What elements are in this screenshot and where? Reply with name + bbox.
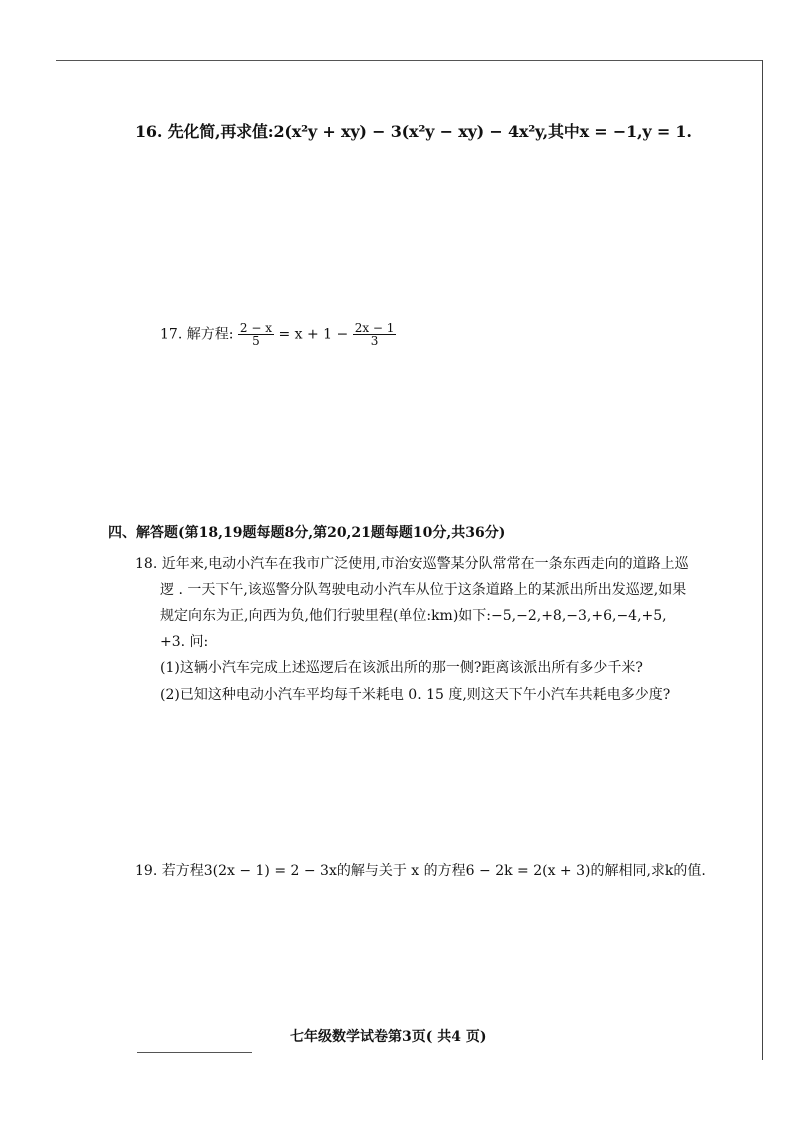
question-18-part-2: (2)已知这种电动小汽车平均每千米耗电 0. 15 度,则这天下午小汽车共耗电多少度? [160, 687, 671, 703]
question-18-line-4: +3. 问: [160, 634, 209, 650]
right-border-line [762, 60, 763, 1060]
question-18-part-1: (1)这辆小汽车完成上述巡逻后在该派出所的那一侧?距离该派出所有多少千米? [160, 660, 643, 676]
question-18-line-1: 18. 近年来,电动小汽车在我市广泛使用,市治安巡警某分队常常在一条东西走向的道路上巡 [135, 556, 689, 572]
fraction-rhs-denominator: 3 [370, 334, 379, 348]
fraction-lhs-numerator: 2 − x [239, 321, 272, 335]
section-4-heading: 四、解答题(第18,19题每题8分,第20,21题每题10分,共36分) [108, 525, 506, 541]
equation-middle: = x + 1 − [278, 326, 353, 343]
question-18-line-2: 逻 . 一天下午,该巡警分队驾驶电动小汽车从位于这条道路上的某派出所出发巡逻,如果 [160, 582, 687, 598]
bottom-border-line [137, 1052, 252, 1053]
question-19: 19. 若方程3(2x − 1) = 2 − 3x的解与关于 x 的方程6 − 2k = 2(x + 3)的解相同,求k的值. [135, 863, 706, 879]
question-18-line-3: 规定向东为正,向西为负,他们行驶里程(单位:km)如下:−5,−2,+8,−3,+6,−4,+5, [160, 608, 667, 624]
question-17 [160, 322, 396, 347]
top-border-line [56, 60, 763, 61]
fraction-lhs [238, 322, 274, 347]
fraction-rhs-numerator: 2x − 1 [354, 321, 395, 335]
question-17-prefix: 17. 解方程: [160, 326, 234, 343]
page-footer: 七年级数学试卷第3页( 共4 页) [290, 1029, 487, 1045]
fraction-lhs-denominator: 5 [252, 334, 260, 348]
fraction-rhs [353, 322, 397, 347]
question-16: 16. 先化简,再求值:2(x²y + xy) − 3(x²y − xy) − 4x²y,其中x = −1,y = 1. [135, 122, 692, 141]
